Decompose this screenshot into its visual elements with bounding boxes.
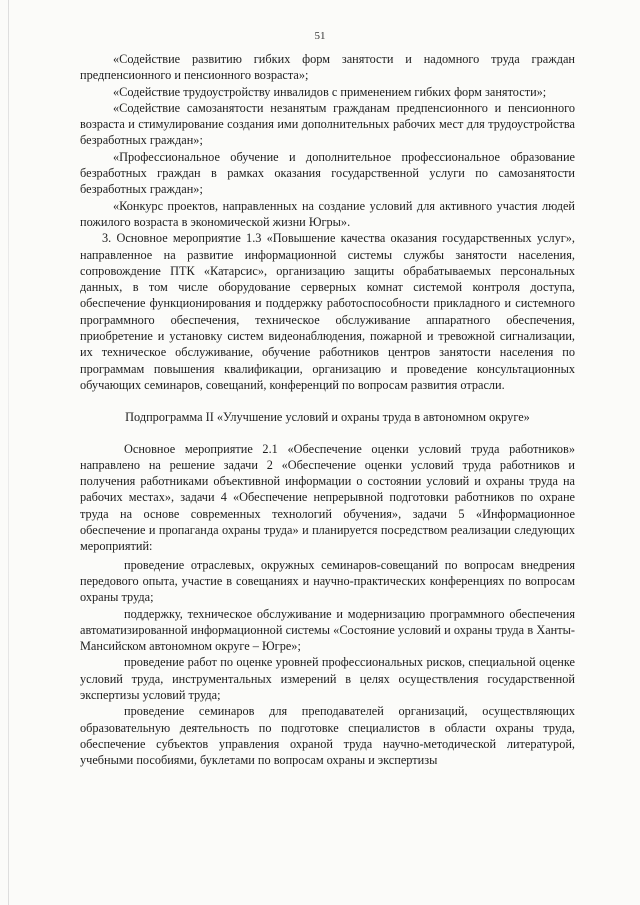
paragraph: «Содействие самозанятости незанятым гражданам предпенсионного и пенсионного возраста и стимулирование создания ими дополнительных рабочих мест для трудоустройства безработных граждан»; (80, 100, 575, 148)
section-heading: Подпрограмма II «Улучшение условий и охраны труда в автономном округе» (125, 410, 530, 425)
paragraph: «Профессиональное обучение и дополнительное профессиональное образование безработных граждан в рамках оказания государственной услуги по самозанятости безработных граждан»; (80, 149, 575, 197)
list-item: проведение семинаров для преподавателей организаций, осуществляющих образовательную деятельность по подготовке специалистов в области охраны труда, обеспечение субъектов управления охраной труда научно-методической литературой, учебными пособиями, буклетами по вопросам охраны и экспертизы (80, 704, 575, 768)
list-item: проведение работ по оценке уровней профессиональных рисков, специальной оценке условий труда, инструментальных измерений в целях осуществления государственной экспертизы условий труда; (80, 655, 575, 702)
paragraph: «Содействие трудоустройству инвалидов с применением гибких форм занятости»; (113, 84, 547, 99)
scan-edge (8, 0, 9, 905)
paragraph: «Конкурс проектов, направленных на создание условий для активного участия людей пожилого возраста в экономической жизни Югры». (80, 198, 575, 229)
list-item: поддержку, техническое обслуживание и модернизацию программного обеспечения автоматизированной информационной системы «Состояние условий и охраны труда в Ханты-Мансийском автономном округе – Югре»; (80, 606, 575, 654)
paragraph: 3. Основное мероприятие 1.3 «Повышение качества оказания государственных услуг», направленное на развитие информационной системы службы занятости населения, сопровождение ПТК «Катарсис», организацию защиты обрабатываемых персональных данных, в том числе оборудование серверных комнат системой контроля доступа, обеспечение функционирования и поддержку работоспособности прикладного и системного программного обеспечения, техническое обслуживание аппаратного обеспечения, приобретение и установку систем видеонаблюдения, пожарной и тревожной сигнализации, их техническое обслуживание, обучение работников центров занятости населения по программам повышения квалификации, организацию и проведение консультационных обучающих семинаров, совещаний, конференций по вопросам развития отрасли. (80, 231, 575, 392)
page-number: 51 (314, 30, 326, 42)
paragraph: «Содействие развитию гибких форм занятости и надомного труда граждан предпенсионного и пенсионного возраста»; (80, 52, 575, 83)
list-item: проведение отраслевых, окружных семинаров-совещаний по вопросам внедрения передового опыта, участие в совещаниях и научно-практических конференциях по вопросам охраны труда; (80, 557, 575, 605)
document-body (80, 51, 575, 768)
paragraph: Основное мероприятие 2.1 «Обеспечение оценки условий труда работников» направлено на решение задачи 2 «Обеспечение оценки условий труда работников и получения работниками объективной информации о состоянии условий и охраны труда на рабочих местах», задачи 4 «Обеспечение непрерывной подготовки работников по охране труда на основе современных технологий обучения», задачи 5 «Информационное обеспечение и пропаганда охраны труда» и планируется посредством реализации следующих мероприятий: (80, 441, 575, 554)
